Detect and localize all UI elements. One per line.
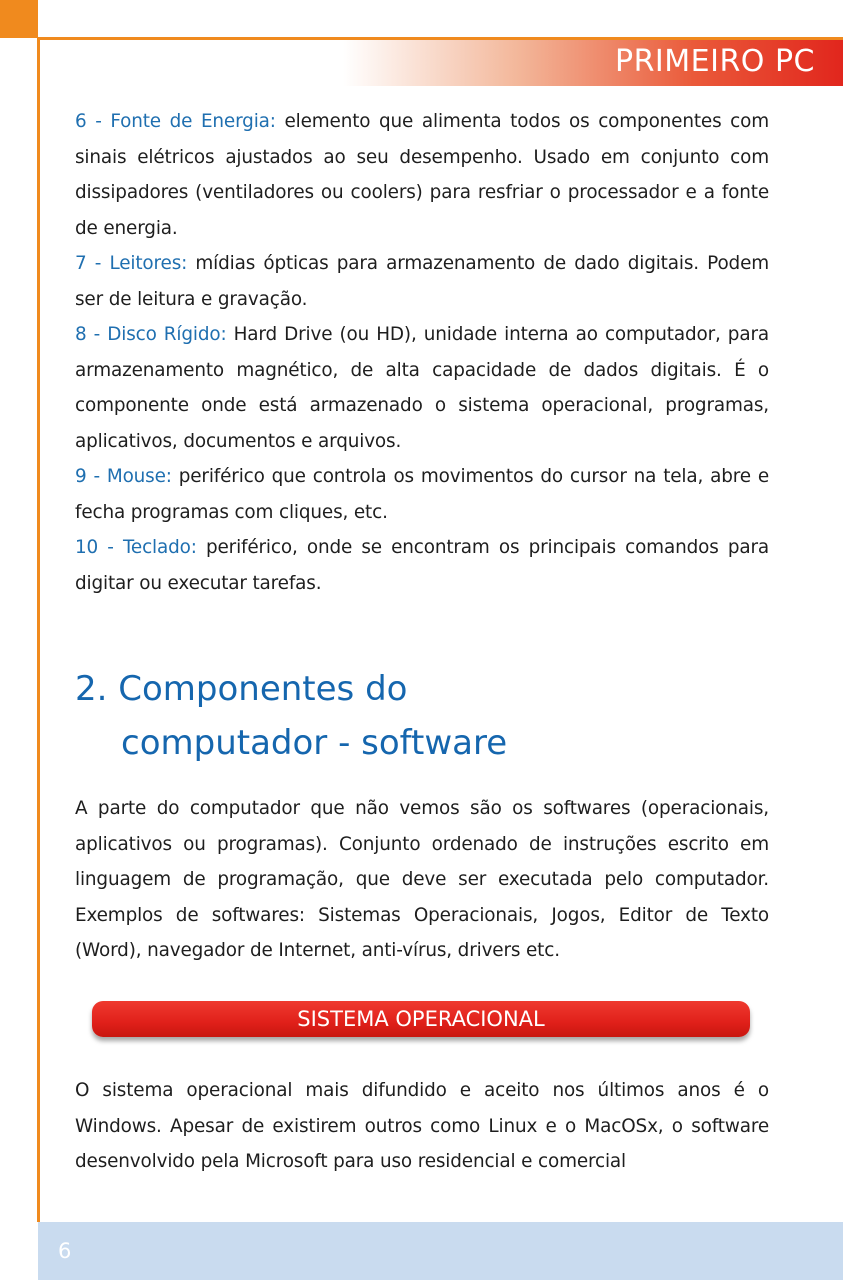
component-list [75,104,769,601]
running-header-title: PRIMEIRO PC [614,44,815,79]
item-term: 6 - Fonte de Energia: [75,111,276,132]
item-term: 10 - Teclado: [75,537,197,558]
list-item [75,246,769,317]
list-item [75,530,769,601]
section-heading [75,662,507,770]
section-heading-line1: 2. Componentes do [75,669,408,709]
item-term: 8 - Disco Rígido: [75,324,227,345]
item-term: 9 - Mouse: [75,466,172,487]
item-description: periférico, onde se encontram os principais comandos para digitar ou executar tarefas. [75,537,769,594]
item-term: 7 - Leitores: [75,253,188,274]
list-item [75,317,769,459]
item-description: mídias ópticas para armazenamento de dado digitais. Podem ser de leitura e gravação. [75,253,770,310]
list-item [75,459,769,530]
item-description: Hard Drive (ou HD), unidade interna ao computador, para armazenamento magnético, de alta capacidade de dados digitais. É o componente onde está armazenado o sistema operacional, programas, aplicativos, documentos e arquivos. [75,324,769,452]
page-number: 6 [58,1239,72,1263]
software-intro [75,791,769,969]
os-section [75,1073,769,1180]
item-description: periférico que controla os movimentos do cursor na tela, abre e fecha programas com cliques, etc. [75,466,769,523]
sistema-operacional-banner: SISTEMA OPERACIONAL [92,1001,750,1037]
footer-band [38,1222,843,1280]
item-description: elemento que alimenta todos os componentes com sinais elétricos ajustados ao seu desempenho. Usado em conjunto com dissipadores (ventiladores ou coolers) para resfriar o processador e a fonte de energia. [75,111,769,239]
left-rule [37,38,40,1222]
software-paragraph: A parte do computador que não vemos são os softwares (operacionais, aplicativos ou programas). Conjunto ordenado de instruções escrito em linguagem de programação, que deve ser executada pelo computador. Exemplos de softwares: Sistemas Operacionais, Jogos, Editor de Texto (Word), navegador de Internet, anti-vírus, drivers etc. [75,798,769,961]
corner-accent [0,0,38,38]
section-heading-line2: computador - software [121,723,508,763]
os-paragraph: O sistema operacional mais difundido e aceito nos últimos anos é o Windows. Apesar de existirem outros como Linux e o MacOSx, o software desenvolvido pela Microsoft para uso residencial e comercial [75,1080,769,1172]
list-item [75,104,769,246]
